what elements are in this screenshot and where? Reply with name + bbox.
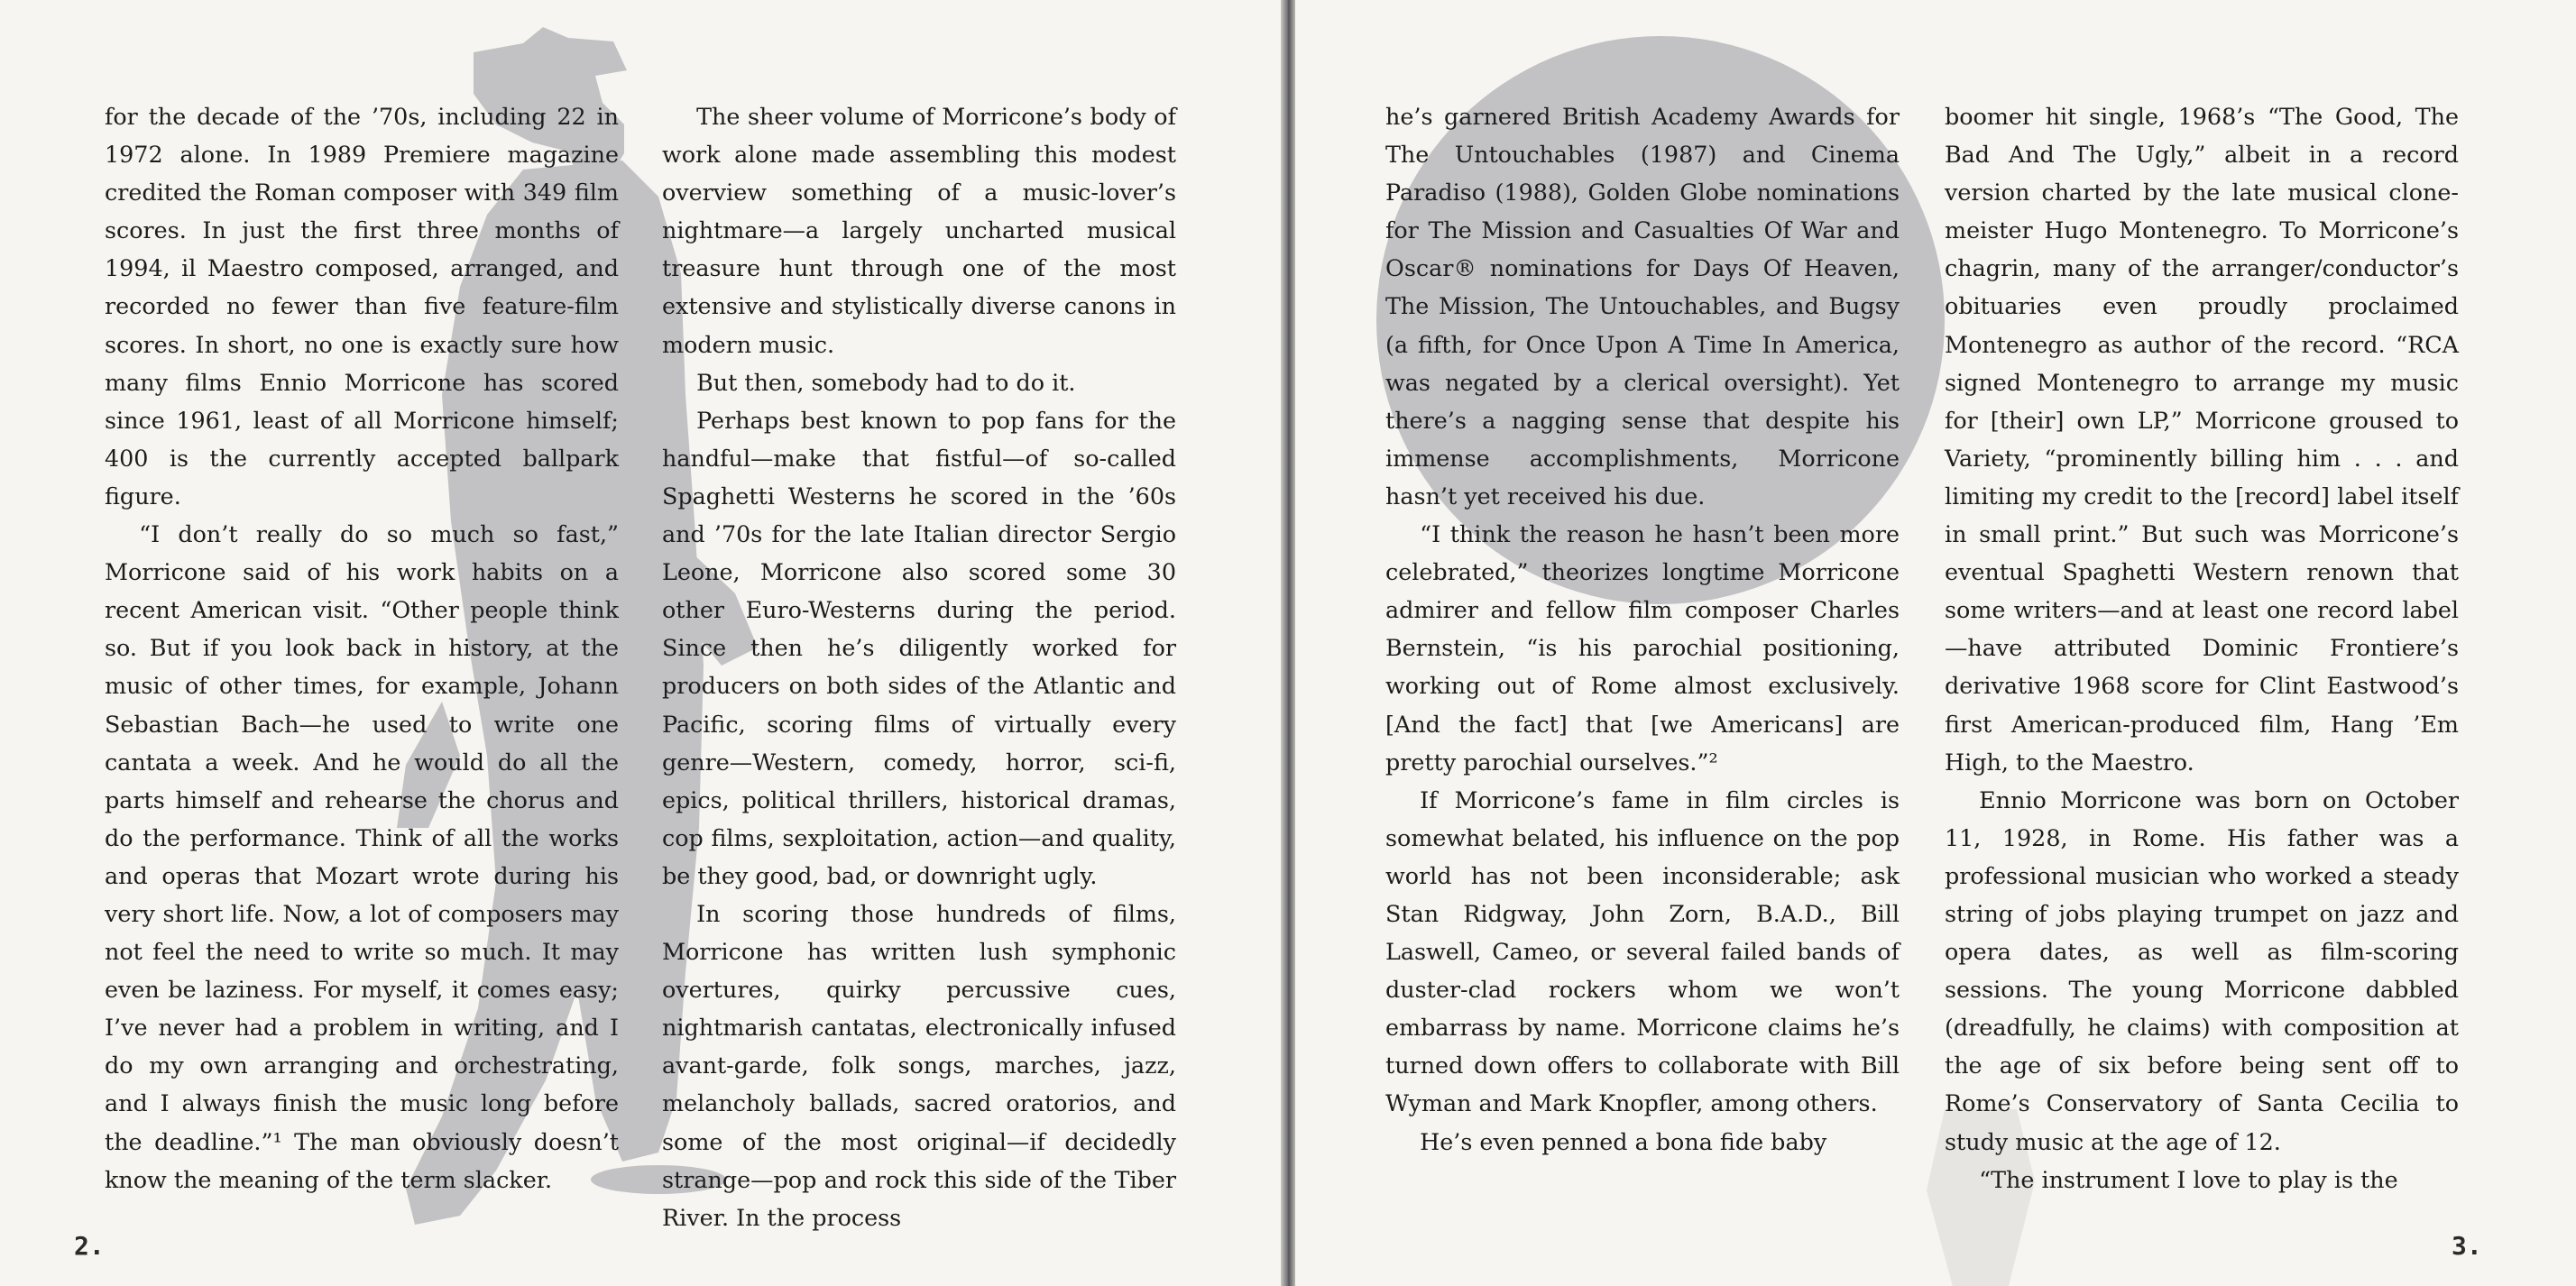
text-column-3 — [1385, 97, 1900, 1161]
paragraph: boomer hit single, 1968’s “The Good, The Bad And The Ugly,” albeit in a record version charted by the late musical clone-meister Hugo Montenegro. To Morricone’s chagrin, many of the arranger/conductor’s obituaries even proudly proclaimed Montenegro as author of the record. “RCA signed Montenegro to arrange my music for [their] own LP,” Morricone groused to Variety, “prominently billing him . . . and limiting my credit to the [record] label itself in small print.” But such was Morricone’s eventual Spaghetti Western renown that some writers—and at least one record label—have attributed Dominic Frontiere’s derivative 1968 score for Clint Eastwood’s first American-produced film, Hang ’Em High, to the Maestro. — [1945, 103, 2459, 776]
paragraph: Perhaps best known to pop fans for the handful—make that fistful—of so-called Spaghetti Westerns he scored in the ’60s and ’70s for the late Italian director Sergio Leone, Morricone also scored some 30 other Euro-Westerns during the period. Since then he’s diligently worked for producers on both sides of the Atlantic and Pacific, scoring films of virtually every genre—Western, comedy, horror, sci-fi, epics, political thrillers, historical dramas, cop films, sexploitation, action—and quality, be they good, bad, or downright ugly. — [662, 406, 1176, 889]
paragraph: But then, somebody had to do it. — [696, 368, 1076, 396]
paragraph: He’s even penned a bona fide baby — [1420, 1127, 1827, 1155]
page-number-left: 2. — [74, 1231, 105, 1261]
paragraph: If Morricone’s fame in film circles is somewhat belated, his influence on the pop world has not been inconsiderable; ask Stan Ridgway, John Zorn, B.A.D., Bill Laswell, Cameo, or several failed bands of duster-clad rockers whom we won’t embarrass by name. Morricone claims he’s turned down offers to collaborate with Bill Wyman and Mark Knopfler, among others. — [1385, 785, 1900, 1117]
paragraph: he’s garnered British Academy Awards for The Untouchables (1987) and Cinema Paradiso (1988), Golden Globe nominations for The Mission and Casualties Of War and Oscar® nominations for Days Of Heaven, The Mission, The Untouchables, and Bugsy (a fifth, for Once Upon A Time In America, was negated by a clerical oversight). Yet there’s a nagging sense that despite his immense accomplishments, Morricone hasn’t yet received his due. — [1385, 103, 1900, 510]
text-column-2 — [662, 97, 1176, 1236]
paragraph: Ennio Morricone was born on October 11, 1928, in Rome. His father was a professional musician who worked a steady string of jobs playing trumpet on jazz and opera dates, as well as film-scoring sessions. The young Morricone dabbled (dreadfully, he claims) with composition at the age of six before being sent off to Rome’s Conservatory of Santa Cecilia to study music at the age of 12. — [1945, 785, 2459, 1155]
page-number-right: 3. — [2452, 1231, 2482, 1261]
paragraph: In scoring those hundreds of films, Morricone has written lush symphonic overtures, quirky percussive cues, nightmarish cantatas, electronically infused avant-garde, folk songs, marches, jazz, melancholy ballads, sacred oratorios, and some of the most original—if decidedly strange—pop and rock this side of the Tiber River. In the process — [662, 899, 1176, 1231]
paragraph: “I think the reason he hasn’t been more celebrated,” theorizes longtime Morricone admirer and fellow film composer Charles Bernstein, “is his parochial positioning, working out of Rome almost exclusively. [And the fact] that [we Americans] are pretty parochial ourselves.”² — [1385, 520, 1900, 776]
paragraph: “I don’t really do so much so fast,” Morricone said of his work habits on a recent American visit. “Other people think so. But if you look back in history, at the music of other times, for example, Johann Sebastian Bach—he used to write one cantata a week. And he would do all the parts himself and rehearse the chorus and do the performance. Think of all the works and operas that Mozart wrote during his very short life. Now, a lot of composers may not feel the need to write so much. It may even be laziness. For myself, it comes easy; I’ve never had a problem in writing, and I do my own arranging and orchestrating, and I always finish the music long before the deadline.”¹ The man obviously doesn’t know the meaning of the term slacker. — [105, 520, 619, 1193]
text-column-1 — [105, 97, 619, 1199]
paragraph: The sheer volume of Morricone’s body of work alone made assembling this modest overview something of a music-lover’s nightmare—a largely uncharted musical treasure hunt through one of the most extensive and stylistically diverse canons in modern music. — [662, 103, 1176, 358]
paragraph: for the decade of the ’70s, including 22 in 1972 alone. In 1989 Premiere magazine credited the Roman composer with 349 film scores. In just the first three months of 1994, il Maestro composed, arranged, and recorded no fewer than five feature-film scores. In short, no one is exactly sure how many films Ennio Morricone has scored since 1961, least of all Morricone himself; 400 is the currently accepted ballpark figure. — [105, 103, 619, 510]
book-gutter — [1281, 0, 1295, 1286]
text-column-4 — [1945, 97, 2459, 1199]
paragraph: “The instrument I love to play is the — [1979, 1165, 2398, 1193]
right-page — [1295, 0, 2576, 1286]
left-page — [0, 0, 1281, 1286]
